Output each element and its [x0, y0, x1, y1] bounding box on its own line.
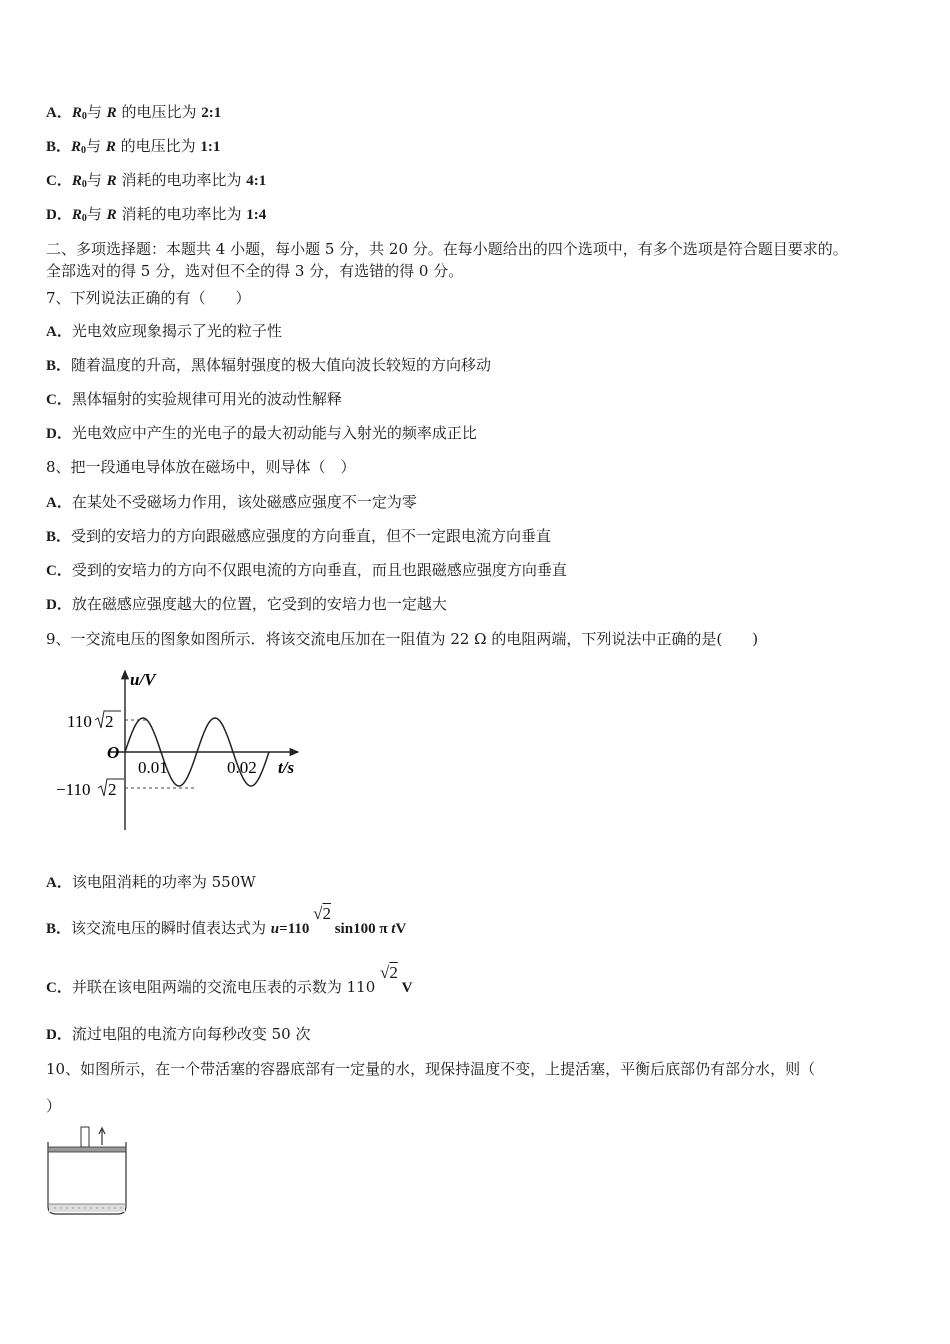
graph-y-max-sqrt: 2: [105, 712, 114, 731]
piston-rod: [81, 1127, 89, 1147]
q9-option-a: A．该电阻消耗的功率为 550W: [46, 873, 256, 891]
q10-stem-end: ）: [46, 1097, 62, 1115]
sqrt-symbol: √2: [313, 904, 331, 923]
graph-x-tick-2: 0.02: [227, 758, 257, 777]
q7-option-c: C．黑体辐射的实验规律可用光的波动性解释: [46, 390, 342, 408]
q9-stem: 9、一交流电压的图象如图所示．将该交流电压加在一阻值为 22 Ω 的电阻两端，下列说法中正确的是( ): [46, 630, 759, 648]
q6-option-c: C．$R_0$与 R 消耗的电功率比为 4:1: [46, 171, 267, 190]
q9-option-d: D．流过电阻的电流方向每秒改变 50 次: [46, 1025, 311, 1043]
q9-option-c: C．并联在该电阻两端的交流电压表的示数为 110 √2 V: [46, 963, 413, 996]
piston-container-figure: [45, 1124, 130, 1219]
section-2-heading: [46, 238, 916, 282]
q8-option-d: D．放在磁感应强度越大的位置，它受到的安培力也一定越大: [46, 595, 447, 613]
q6-option-b: B．$R_0$与 R 的电压比为 1:1: [46, 137, 221, 156]
q8-option-b: B．受到的安培力的方向跟磁感应强度的方向垂直，但不一定跟电流方向垂直: [46, 527, 552, 545]
section-2-line-2: 全部选对的得 5 分，选对但不全的得 3 分，有选错的得 0 分。: [46, 262, 464, 280]
q7-option-d: D．光电效应中产生的光电子的最大初动能与入射光的频率成正比: [46, 424, 477, 442]
q8-stem: 8、把一段通电导体放在磁场中，则导体（ ）: [46, 458, 356, 476]
q7-option-b: B．随着温度的升高，黑体辐射强度的极大值向波长较短的方向移动: [46, 356, 492, 374]
q6-option-a: A．$R_0$与 R 的电压比为 2:1: [46, 103, 222, 122]
q8-option-a: A．在某处不受磁场力作用，该处磁感应强度不一定为零: [46, 493, 417, 511]
q10-stem: 10、如图所示，在一个带活塞的容器底部有一定量的水，现保持温度不变，上提活塞，平衡后底部仍有部分水，则（: [46, 1060, 816, 1078]
graph-x-tick-1: 0.01: [138, 758, 168, 777]
graph-x-label: t/s: [278, 758, 295, 777]
q7-option-a: A．光电效应现象揭示了光的粒子性: [46, 322, 282, 340]
q7-stem: 7、下列说法正确的有（ ）: [46, 289, 251, 307]
piston-plate: [48, 1147, 126, 1152]
q6-option-d: D．$R_0$与 R 消耗的电功率比为 1:4: [46, 205, 267, 224]
q9-option-b: B．该交流电压的瞬时值表达式为 u=110 √2 sin100 π tV: [46, 904, 407, 937]
ac-voltage-graph: [50, 665, 320, 835]
graph-y-min-label: −110: [56, 780, 91, 799]
graph-origin-label: O: [107, 743, 120, 762]
graph-y-min-sqrt: 2: [108, 780, 117, 799]
section-2-line-1: 二、多项选择题：本题共 4 小题，每小题 5 分，共 20 分。在每小题给出的四个选项中，有多个选项是符合题目要求的。: [46, 240, 848, 258]
graph-y-max-label: 110: [67, 712, 92, 731]
sqrt-symbol: √2: [380, 963, 398, 982]
container-walls: [48, 1142, 126, 1214]
q8-option-c: C．受到的安培力的方向不仅跟电流的方向垂直，而且也跟磁感应强度方向垂直: [46, 561, 567, 579]
graph-y-label: u/V: [130, 670, 156, 689]
